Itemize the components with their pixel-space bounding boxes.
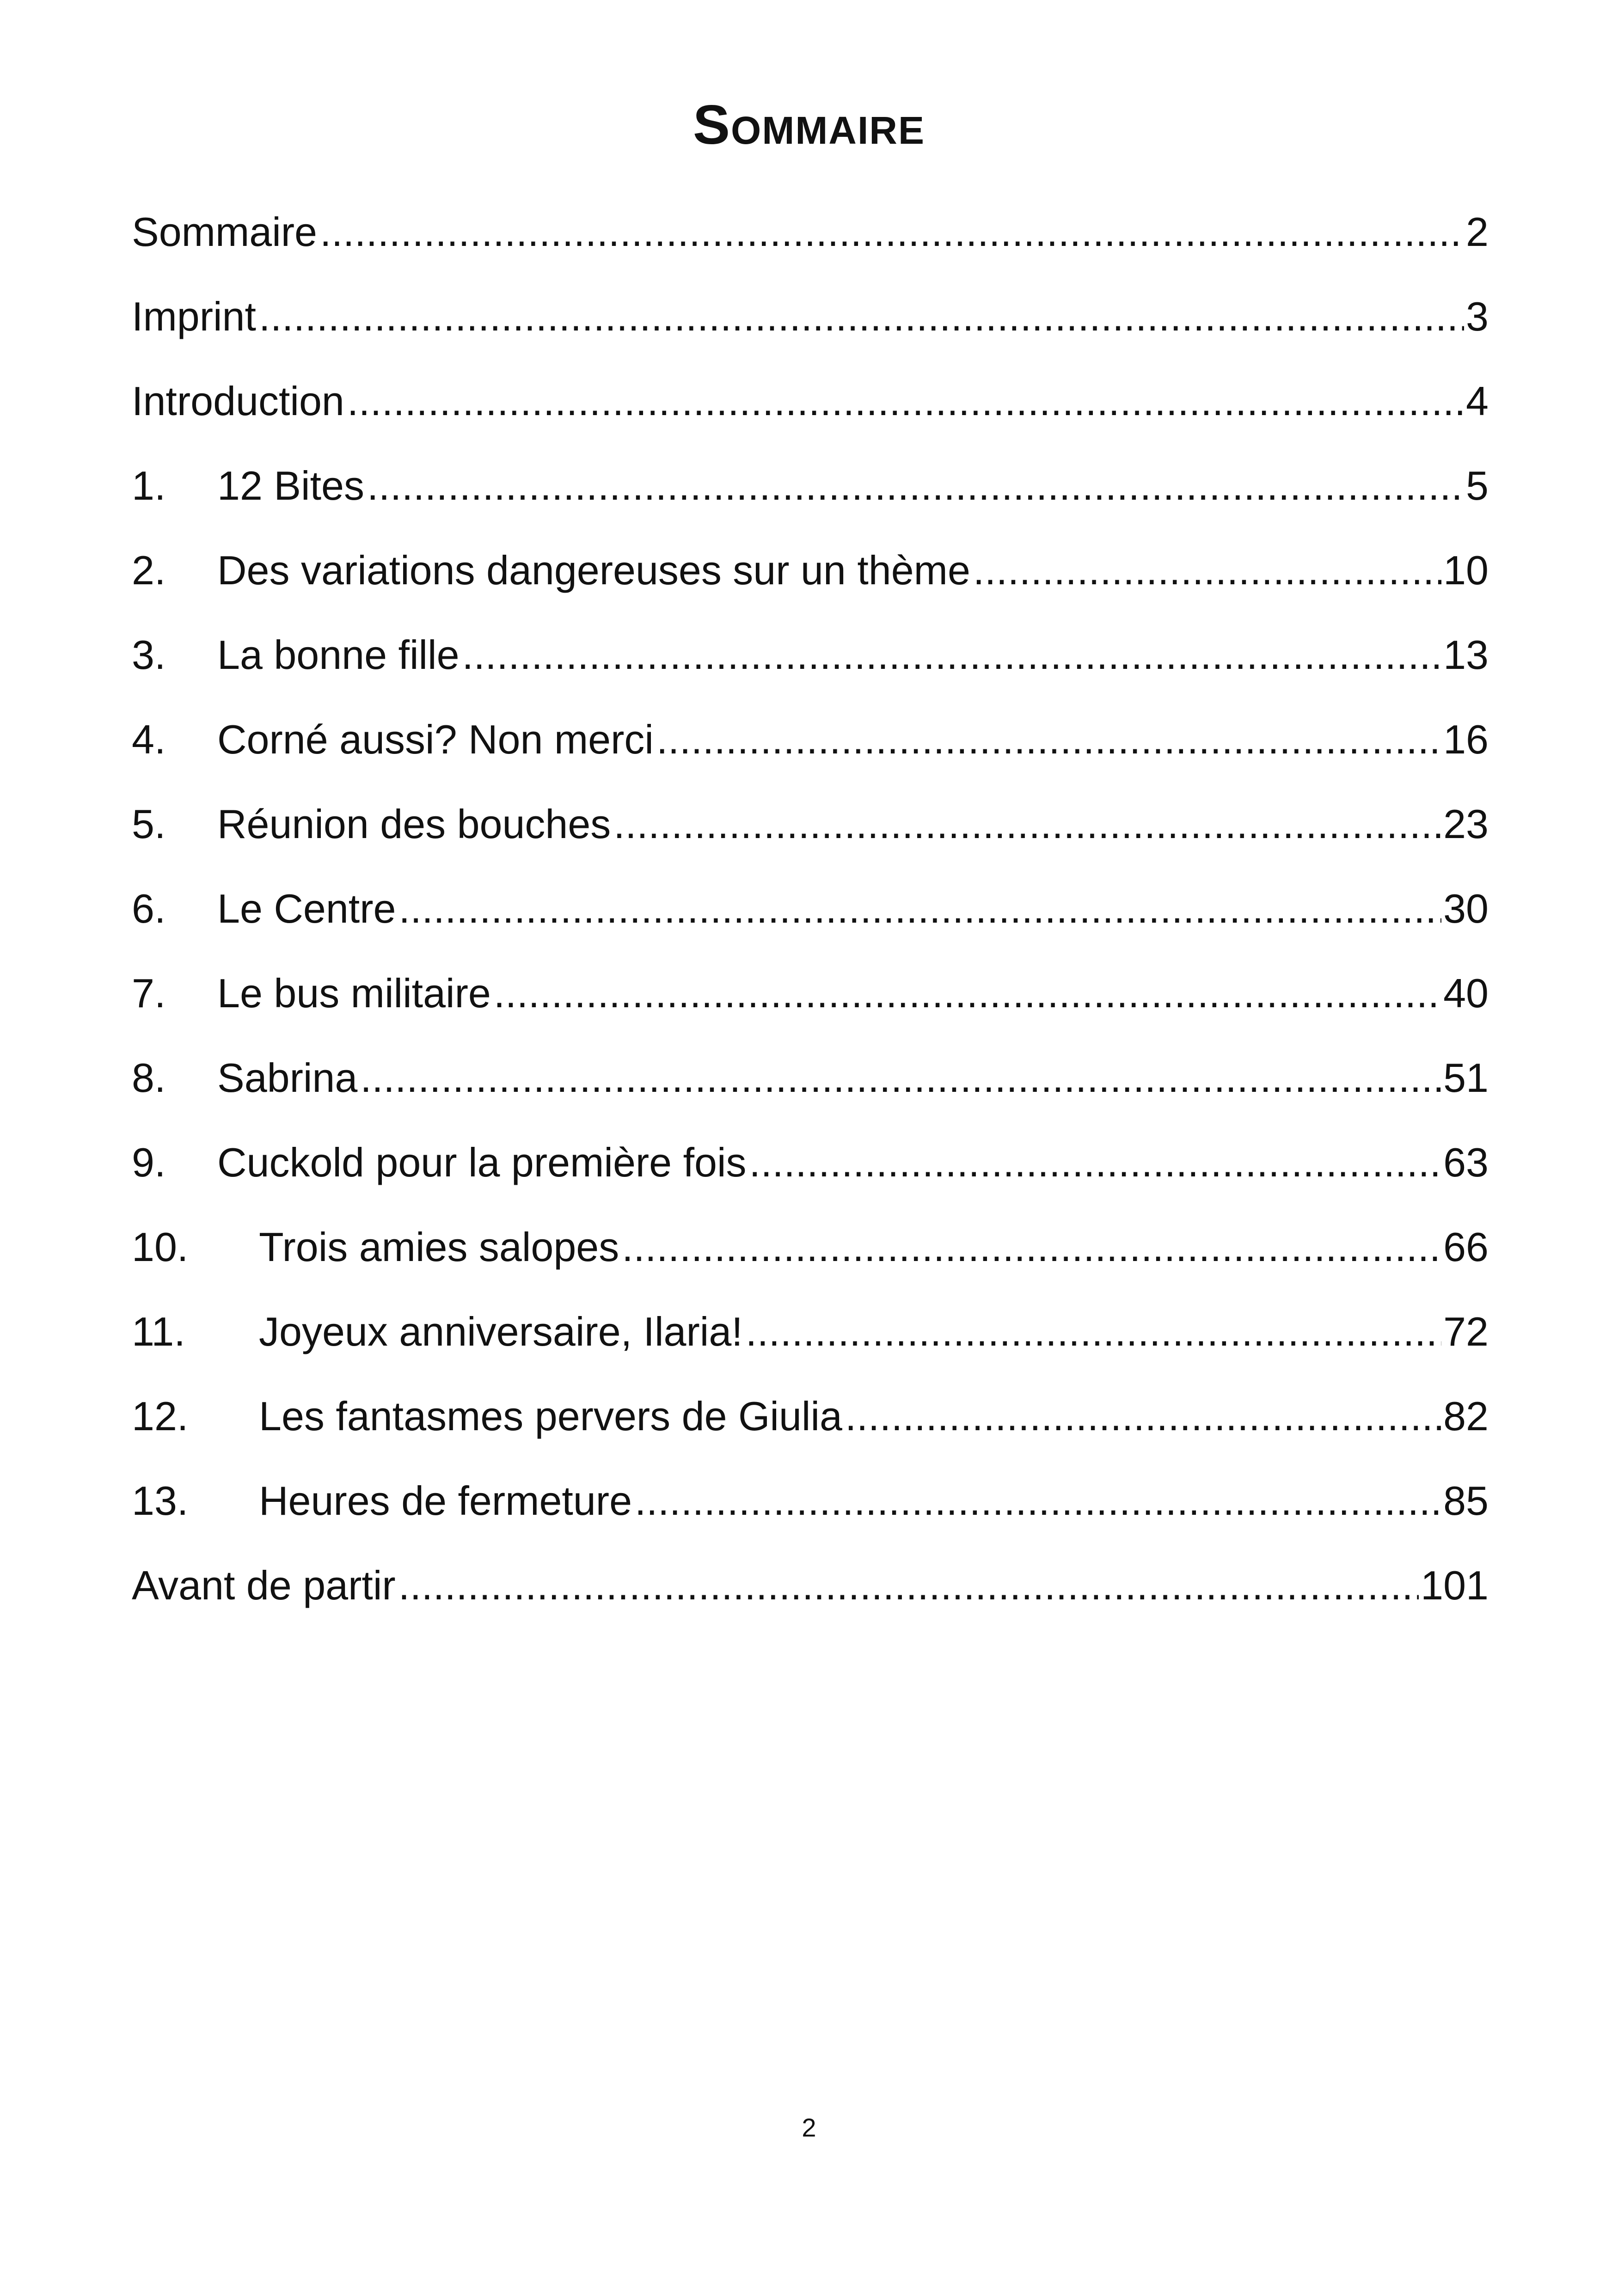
toc-entry-imprint[interactable]	[132, 274, 1489, 359]
toc-entry-label: Des variations dangereuses sur un thème	[217, 547, 970, 593]
toc-entry-page: 72	[1443, 1308, 1489, 1354]
toc-entry-page: 23	[1443, 801, 1489, 847]
toc-entry-chapter-3[interactable]	[132, 612, 1489, 697]
toc-entry-chapter-11[interactable]	[132, 1289, 1489, 1374]
toc-entry-number: 12.	[132, 1393, 189, 1439]
toc-dot-leader	[367, 460, 1464, 511]
toc-entry-page: 13	[1443, 631, 1489, 678]
toc-entry-number: 1.	[132, 462, 166, 508]
toc-dot-leader	[398, 883, 1441, 934]
toc-entry-number: 8.	[132, 1054, 166, 1101]
toc-entry-page: 2	[1466, 208, 1489, 255]
toc-entry-label: Sabrina	[217, 1054, 358, 1101]
toc-dot-leader	[845, 1391, 1441, 1442]
toc-entry-page: 3	[1466, 293, 1489, 339]
toc-entry-label: Imprint	[132, 293, 256, 339]
toc-entry-label: Introduction	[132, 378, 344, 424]
toc-entry-chapter-7[interactable]	[132, 951, 1489, 1035]
toc-entry-label: Joyeux anniversaire, Ilaria!	[259, 1308, 743, 1354]
toc-entry-chapter-2[interactable]	[132, 528, 1489, 612]
toc-entry-label: Sommaire	[132, 208, 317, 255]
toc-entry-number: 9.	[132, 1139, 166, 1185]
toc-dot-leader	[656, 714, 1441, 765]
toc-entry-number: 13.	[132, 1477, 189, 1524]
toc-dot-leader	[462, 630, 1442, 680]
toc-dot-leader	[973, 545, 1441, 596]
toc-dot-leader	[635, 1476, 1441, 1526]
toc-entry-page: 51	[1443, 1054, 1489, 1101]
toc-entry-page: 66	[1443, 1224, 1489, 1270]
toc-entry-avant-de-partir[interactable]	[132, 1543, 1489, 1628]
toc-entry-page: 10	[1443, 547, 1489, 593]
toc-entry-label: 12 Bites	[217, 462, 364, 508]
toc-dot-leader	[613, 799, 1441, 850]
toc-entry-number: 5.	[132, 801, 166, 847]
toc-entry-label: Réunion des bouches	[217, 801, 611, 847]
toc-entry-chapter-6[interactable]	[132, 866, 1489, 951]
toc-dot-leader	[398, 1560, 1419, 1611]
toc-entry-page: 101	[1421, 1562, 1489, 1608]
toc-entry-number: 7.	[132, 970, 166, 1016]
toc-entry-label: Avant de partir	[132, 1562, 396, 1608]
toc-entry-page: 40	[1443, 970, 1489, 1016]
toc-dot-leader	[347, 376, 1464, 427]
toc-entry-page: 4	[1466, 378, 1489, 424]
toc-dot-leader	[259, 291, 1464, 342]
toc-entry-chapter-8[interactable]	[132, 1035, 1489, 1120]
toc-entry-page: 30	[1443, 885, 1489, 931]
toc-entry-number: 2.	[132, 547, 166, 593]
toc-entry-chapter-10[interactable]	[132, 1205, 1489, 1289]
toc-entry-number: 11.	[132, 1308, 185, 1354]
toc-entry-page: 82	[1443, 1393, 1489, 1439]
toc-entry-chapter-12[interactable]	[132, 1374, 1489, 1458]
toc-entry-label: Heures de fermeture	[259, 1477, 632, 1524]
toc-entry-page: 5	[1466, 462, 1489, 508]
toc-entry-chapter-5[interactable]	[132, 782, 1489, 866]
toc-entry-number: 4.	[132, 716, 166, 762]
toc-dot-leader	[320, 207, 1464, 257]
toc-entry-introduction[interactable]	[132, 359, 1489, 443]
toc-entry-chapter-1[interactable]	[132, 443, 1489, 528]
toc-entry-page: 63	[1443, 1139, 1489, 1185]
toc-dot-leader	[494, 968, 1441, 1019]
toc-dot-leader	[360, 1053, 1441, 1103]
toc-entry-chapter-4[interactable]	[132, 697, 1489, 782]
toc-entry-page: 16	[1443, 716, 1489, 762]
table-of-contents	[132, 190, 1489, 1628]
toc-entry-label: Cuckold pour la première fois	[217, 1139, 747, 1185]
toc-entry-sommaire[interactable]	[132, 190, 1489, 274]
page-title: Sommaire	[693, 94, 925, 156]
toc-entry-number: 3.	[132, 631, 166, 678]
toc-entry-number: 10.	[132, 1224, 189, 1270]
toc-dot-leader	[749, 1137, 1442, 1188]
toc-dot-leader	[622, 1222, 1441, 1273]
toc-entry-label: La bonne fille	[217, 631, 460, 678]
toc-entry-page: 85	[1443, 1477, 1489, 1524]
toc-entry-label: Trois amies salopes	[259, 1224, 619, 1270]
toc-entry-label: Le bus militaire	[217, 970, 491, 1016]
page-number: 2	[802, 2113, 816, 2142]
toc-entry-chapter-9[interactable]	[132, 1120, 1489, 1205]
toc-entry-number: 6.	[132, 885, 166, 931]
toc-entry-label: Le Centre	[217, 885, 396, 931]
toc-entry-label: Corné aussi? Non merci	[217, 716, 654, 762]
toc-dot-leader	[746, 1306, 1441, 1357]
toc-entry-label: Les fantasmes pervers de Giulia	[259, 1393, 842, 1439]
toc-entry-chapter-13[interactable]	[132, 1458, 1489, 1543]
